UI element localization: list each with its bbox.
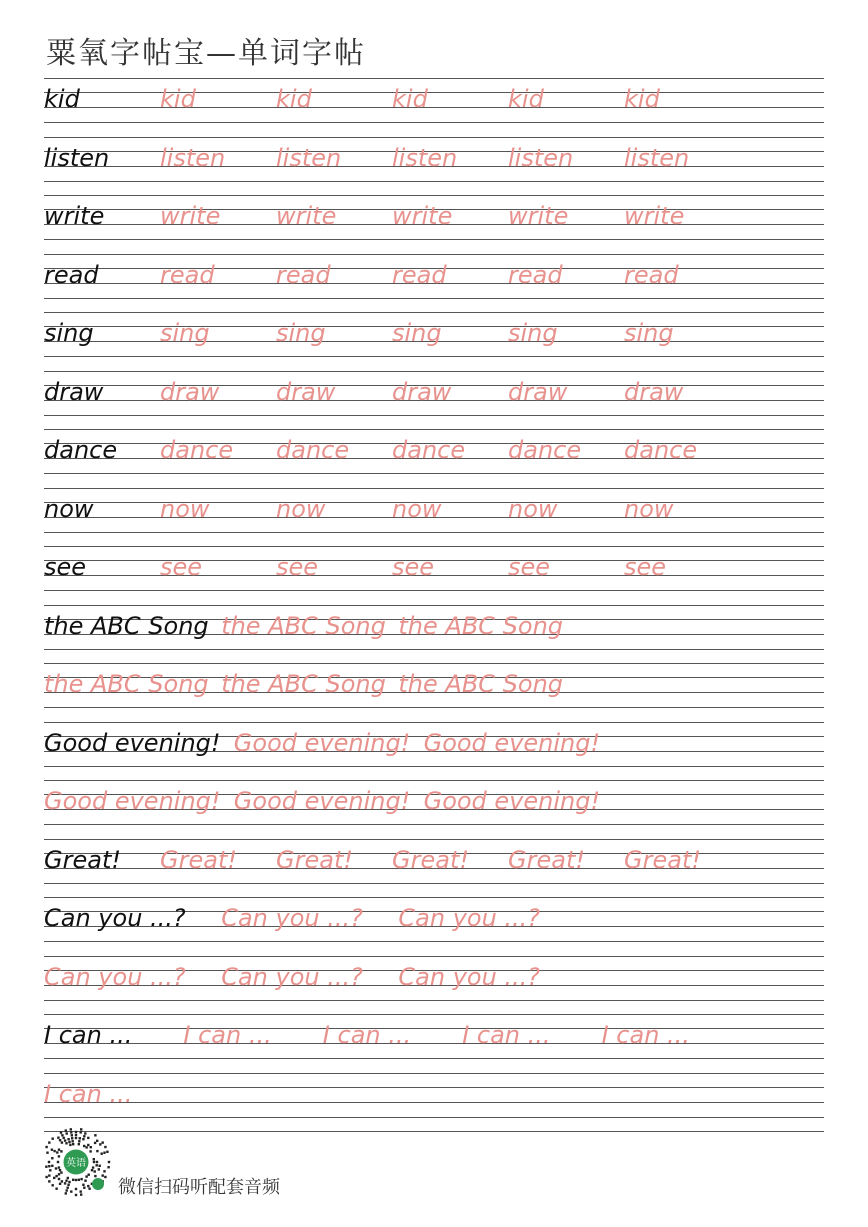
- guide-line: [44, 883, 824, 884]
- trace-word: Good evening!: [423, 787, 601, 815]
- trace-word: Great!: [508, 845, 585, 874]
- model-word: I can ...: [44, 1021, 133, 1049]
- guide-line: [44, 1000, 824, 1001]
- trace-word: Can you ...?: [221, 904, 363, 932]
- guide-line: [44, 254, 824, 255]
- trace-word: Can you ...?: [398, 904, 541, 932]
- model-word: kid: [44, 85, 80, 113]
- trace-word: Great!: [392, 845, 469, 874]
- trace-word: dance: [508, 436, 582, 464]
- trace-word: kid: [624, 85, 660, 113]
- trace-word: write: [508, 202, 569, 230]
- trace-word: dance: [624, 436, 698, 464]
- model-word: see: [44, 553, 87, 581]
- trace-word: now: [624, 494, 674, 523]
- model-word: listen: [44, 143, 110, 172]
- trace-word: write: [160, 202, 221, 230]
- trace-word: I can ...: [601, 1021, 690, 1049]
- trace-word: I can ...: [462, 1021, 551, 1049]
- trace-word: draw: [508, 377, 568, 406]
- copybook-row: [44, 78, 824, 137]
- trace-word: Good evening!: [233, 728, 411, 757]
- model-word: sing: [44, 319, 94, 347]
- trace-word: the ABC Song: [44, 670, 209, 698]
- trace-word: now: [276, 494, 326, 523]
- copybook-row: [44, 780, 824, 839]
- trace-word: draw: [392, 377, 452, 406]
- trace-word: now: [392, 494, 442, 523]
- trace-word: read: [508, 260, 563, 289]
- guide-line: [44, 663, 824, 664]
- trace-word: sing: [624, 319, 674, 347]
- guide-line: [44, 429, 824, 430]
- trace-word: write: [276, 202, 337, 230]
- footer-caption: 微信扫码听配套音频: [118, 1177, 280, 1198]
- trace-word: listen: [160, 143, 226, 172]
- guide-line: [44, 824, 824, 825]
- copybook-row: [44, 839, 824, 898]
- copybook-row: [44, 546, 824, 605]
- guide-line: [44, 415, 824, 416]
- qr-code[interactable]: [40, 1126, 112, 1198]
- guide-line: [44, 605, 824, 606]
- copybook-sheet: [44, 78, 824, 1132]
- trace-word: write: [392, 202, 453, 230]
- trace-word: see: [508, 553, 551, 581]
- trace-word: I can ...: [44, 1079, 133, 1108]
- trace-word: dance: [276, 436, 350, 464]
- trace-word: see: [276, 553, 319, 581]
- trace-word: sing: [160, 319, 210, 347]
- copybook-row: [44, 897, 824, 956]
- copybook-row: [44, 254, 824, 313]
- model-word: Good evening!: [44, 728, 221, 757]
- guide-line: [44, 780, 824, 781]
- trace-word: Great!: [276, 845, 353, 874]
- trace-word: listen: [624, 143, 690, 172]
- guide-line: [44, 78, 824, 79]
- trace-word: the ABC Song: [221, 670, 386, 698]
- trace-word: listen: [276, 143, 342, 172]
- guide-line: [44, 590, 824, 591]
- guide-line: [44, 897, 824, 898]
- guide-line: [44, 1102, 824, 1103]
- guide-line: [44, 1028, 824, 1029]
- model-word: the ABC Song: [44, 611, 209, 640]
- trace-word: sing: [508, 319, 558, 347]
- trace-word: Great!: [624, 845, 701, 874]
- trace-word: Good evening!: [233, 787, 411, 815]
- guide-line: [44, 941, 824, 942]
- trace-word: now: [508, 494, 558, 523]
- trace-word: Can you ...?: [398, 962, 541, 991]
- trace-word: read: [392, 260, 447, 289]
- copybook-row: [44, 429, 824, 488]
- trace-word: kid: [160, 85, 196, 113]
- guide-line: [44, 239, 824, 240]
- guide-line: [44, 839, 824, 840]
- trace-word: sing: [392, 319, 442, 347]
- guide-line: [44, 532, 824, 533]
- trace-word: the ABC Song: [398, 670, 564, 698]
- trace-word: kid: [392, 85, 428, 113]
- guide-line: [44, 473, 824, 474]
- copybook-row: [44, 663, 824, 722]
- guide-line: [44, 649, 824, 650]
- trace-word: the ABC Song: [398, 611, 564, 640]
- trace-word: see: [392, 553, 435, 581]
- guide-line: [44, 956, 824, 957]
- guide-line: [44, 371, 824, 372]
- guide-line: [44, 766, 824, 767]
- trace-word: dance: [160, 436, 234, 464]
- copybook-row: [44, 722, 824, 781]
- page-title: 粟氧字帖宝—单词字帖: [46, 36, 366, 71]
- trace-word: draw: [276, 377, 336, 406]
- guide-line: [44, 1117, 824, 1118]
- guide-line: [44, 1043, 824, 1044]
- copybook-row: [44, 195, 824, 254]
- trace-word: kid: [508, 85, 544, 113]
- trace-word: I can ...: [183, 1021, 272, 1049]
- trace-word: read: [276, 260, 331, 289]
- trace-word: listen: [508, 143, 574, 172]
- trace-word: Can you ...?: [221, 962, 363, 991]
- copybook-row: [44, 312, 824, 371]
- trace-word: the ABC Song: [221, 611, 386, 640]
- copybook-row: [44, 956, 824, 1015]
- trace-word: dance: [392, 436, 466, 464]
- copybook-row: [44, 488, 824, 547]
- trace-word: Good evening!: [44, 787, 221, 815]
- trace-word: listen: [392, 143, 458, 172]
- trace-word: read: [160, 260, 215, 289]
- model-word: draw: [44, 377, 104, 406]
- trace-word: Good evening!: [423, 728, 601, 757]
- trace-word: now: [160, 494, 210, 523]
- guide-line: [44, 298, 824, 299]
- copybook-row: [44, 1014, 824, 1073]
- guide-line: [44, 312, 824, 313]
- guide-line: [44, 488, 824, 489]
- model-word: read: [44, 260, 99, 289]
- guide-line: [44, 707, 824, 708]
- guide-line: [44, 1073, 824, 1074]
- guide-line: [44, 122, 824, 123]
- trace-word: draw: [160, 377, 220, 406]
- badge-dot-icon: [92, 1178, 104, 1190]
- model-word: now: [44, 494, 94, 523]
- trace-word: see: [624, 553, 667, 581]
- trace-word: write: [624, 202, 685, 230]
- guide-line: [44, 181, 824, 182]
- model-word: write: [44, 202, 105, 230]
- trace-word: see: [160, 553, 203, 581]
- copybook-row: [44, 605, 824, 664]
- trace-word: draw: [624, 377, 684, 406]
- copybook-row: [44, 137, 824, 196]
- guide-line: [44, 546, 824, 547]
- copybook-row: [44, 371, 824, 430]
- model-word: dance: [44, 436, 118, 464]
- guide-line: [44, 722, 824, 723]
- guide-line: [44, 1087, 824, 1088]
- guide-line: [44, 1058, 824, 1059]
- qr-badge-label: 英语: [66, 1158, 86, 1169]
- trace-word: sing: [276, 319, 326, 347]
- guide-line: [44, 137, 824, 138]
- guide-line: [44, 1014, 824, 1015]
- trace-word: Can you ...?: [44, 962, 186, 991]
- guide-line: [44, 1131, 824, 1132]
- copybook-row: [44, 1073, 824, 1132]
- model-word: Can you ...?: [44, 904, 186, 932]
- model-word: Great!: [44, 845, 121, 874]
- guide-line: [44, 356, 824, 357]
- guide-line: [44, 195, 824, 196]
- trace-word: I can ...: [322, 1021, 412, 1049]
- trace-word: kid: [276, 85, 312, 113]
- trace-word: Great!: [160, 845, 237, 874]
- trace-word: read: [624, 260, 679, 289]
